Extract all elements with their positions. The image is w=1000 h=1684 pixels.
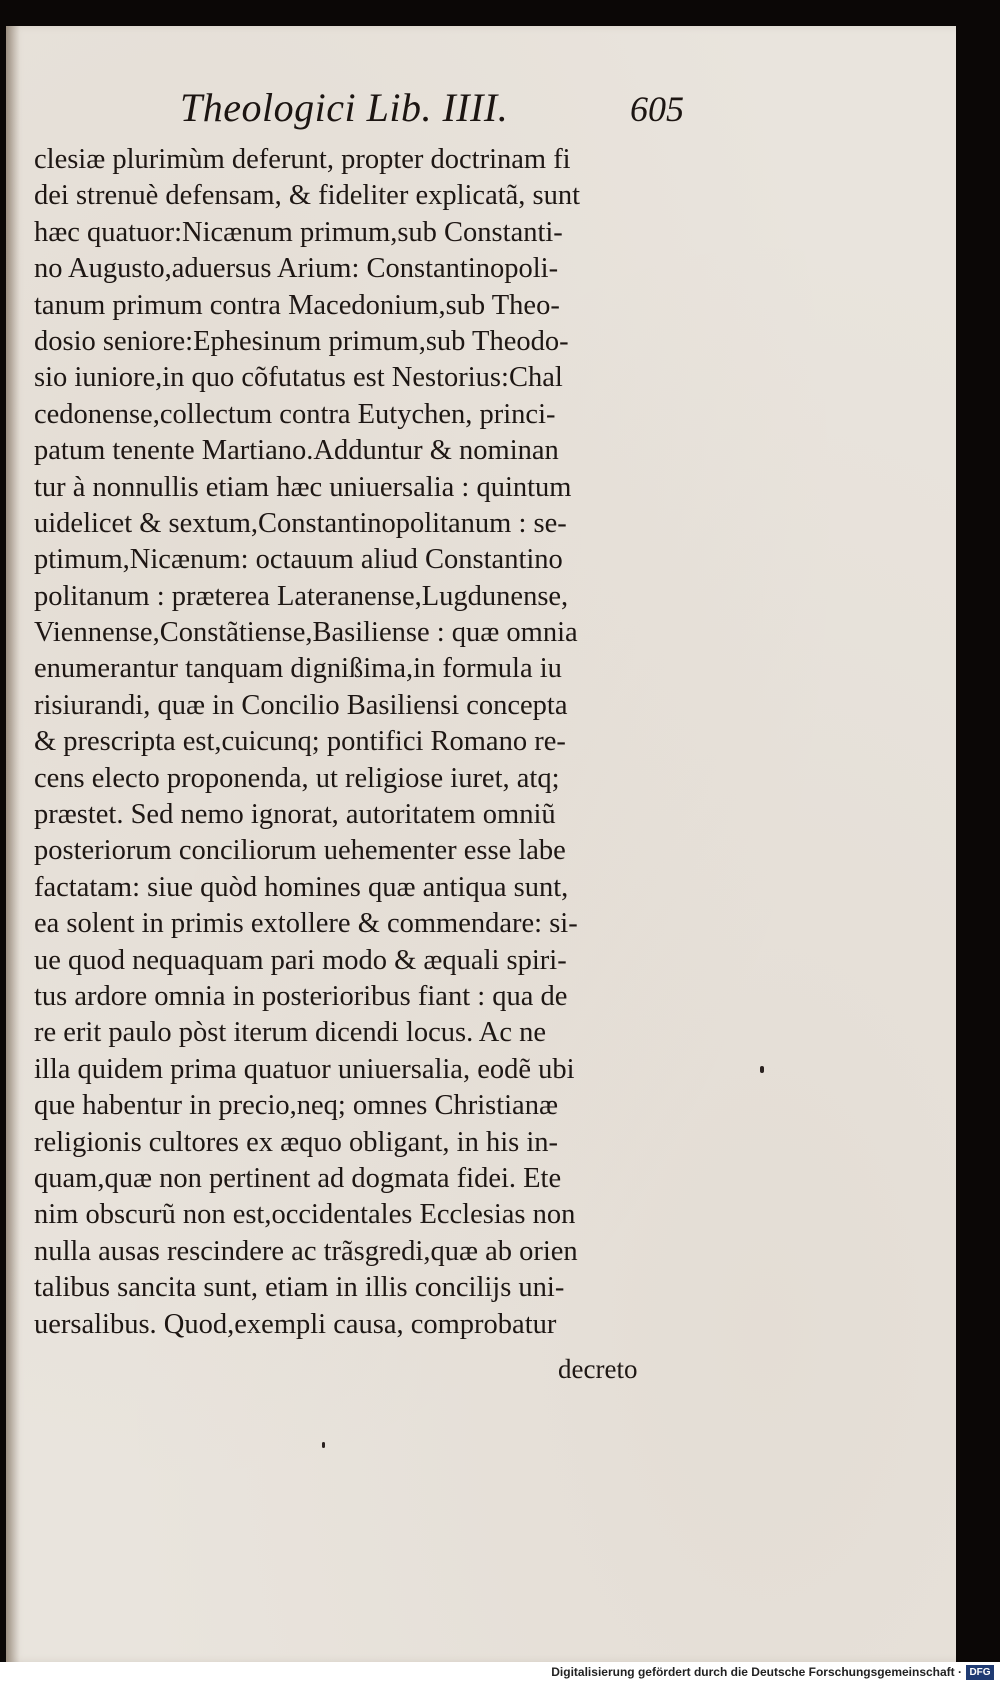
text-line: dei strenuè defensam, & fideliter explicatã, sunt [34,180,581,212]
page-number: 605 [630,89,684,129]
text-line: patum tenente Martiano.Adduntur & nominan [34,435,559,467]
text-line: cens electo proponenda, ut religiose iuret, atq; [34,762,560,794]
footer-bar [0,1662,1000,1684]
text-line: dosio seniore:Ephesinum primum,sub Theodo- [34,325,569,357]
text-line: hæc quatuor:Nicænum primum,sub Constanti- [34,216,563,248]
text-line: talibus sancita sunt, etiam in illis concilijs uni- [34,1272,565,1304]
text-line: politanum : præterea Lateranense,Lugdunense, [34,580,569,612]
dfg-logo: DFG [966,1665,994,1680]
text-line: tanum primum contra Macedonium,sub Theo- [34,289,560,321]
text-line: no Augusto,aduersus Arium: Constantinopoli- [34,253,559,285]
text-line: posteriorum conciliorum uehementer esse labe [34,835,566,867]
text-line: tus ardore omnia in posterioribus fiant : qua de [34,980,568,1012]
text-line: clesiæ plurimùm deferunt, propter doctrinam fi [34,144,571,175]
gutter-shadow [6,26,20,1662]
running-head: Theologici Lib. IIII. [180,85,509,130]
ink-speck [760,1066,764,1073]
text-line: illa quidem prima quatuor uniuersalia, eodẽ ubi [34,1053,575,1085]
text-line: uersalibus. Quod,exempli causa, comprobatur [34,1308,557,1340]
text-line: re erit paulo pòst iterum dicendi locus. Ac ne [34,1017,547,1049]
text-line: ea solent in primis extollere & commendare: si- [34,908,578,940]
text-line: risiurandi, quæ in Concilio Basiliensi concepta [34,689,568,721]
text-line: enumerantur tanquam dignißima,in formula iu [34,653,562,685]
text-line: nulla ausas rescindere ac trãsgredi,quæ ab orien [34,1235,578,1267]
page-header [180,84,700,144]
text-line: Viennense,Constãtiense,Basiliense : quæ omnia [34,617,578,649]
funding-credit: Digitalisierung gefördert durch die Deutsche Forschungsgemeinschaft · [551,1665,962,1679]
text-line: religionis cultores ex æquo obligant, in his in- [34,1126,559,1158]
text-line: sio iuniore,in quo cõfutatus est Nestorius:Chal [34,362,563,394]
text-line: tur à nonnullis etiam hæc uniuersalia : quintum [34,471,572,503]
text-line: præstet. Sed nemo ignorat, autoritatem omniũ [34,799,556,831]
text-line: factatam: siue quòd homines quæ antiqua sunt, [34,871,569,903]
text-line: quam,quæ non pertinent ad dogmata fidei. Ete [34,1162,562,1194]
text-line: nim obscurũ non est,occidentales Ecclesias non [34,1199,576,1231]
text-line: & prescripta est,cuicunq; pontifici Romano re- [34,726,566,758]
text-line: cedonense,collectum contra Eutychen, princi- [34,398,556,430]
ink-speck [322,1442,325,1448]
text-line: que habentur in precio,neq; omnes Christianæ [34,1090,558,1122]
text-line: ue quod nequaquam pari modo & æquali spiri- [34,944,567,976]
catchword: decreto [558,1354,638,1384]
text-line: uidelicet & sextum,Constantinopolitanum : se- [34,507,567,539]
text-line: ptimum,Nicænum: octauum aliud Constantino [34,544,563,576]
body-text [34,142,674,1343]
